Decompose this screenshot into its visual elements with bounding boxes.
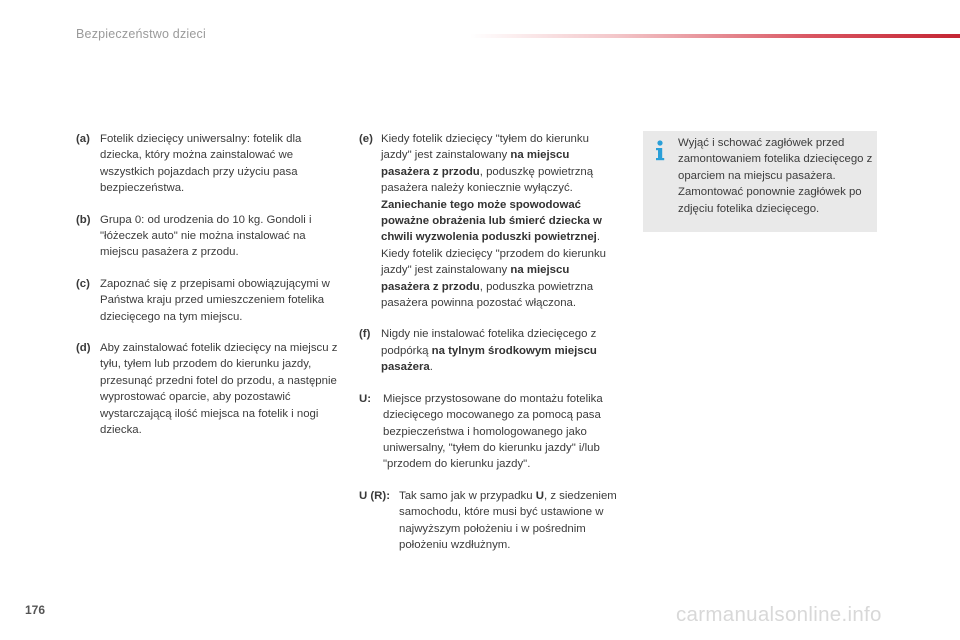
entry-label: (b) <box>76 213 91 226</box>
entry-f <box>359 326 621 375</box>
entry-text <box>381 131 621 311</box>
entry-text <box>381 326 621 375</box>
entry-label: (f) <box>359 328 371 341</box>
bold-run: na miejscu pasażera z przodu <box>381 264 570 293</box>
entry-u <box>359 391 621 473</box>
entry-label: (d) <box>76 342 91 355</box>
entry-e <box>359 131 621 311</box>
entry-c <box>76 276 338 325</box>
text-run: , poduszkę powietrzną pasażera należy koniecznie wyłączyć. <box>381 165 594 195</box>
bold-run: U <box>535 489 544 502</box>
entry-label: U (R): <box>359 489 390 502</box>
text-run: . <box>429 361 433 374</box>
entry-text: Miejsce przystosowane do montażu fotelika dziecięcego mocowanego za pomocą pasa bezpieczeństwa i homologowanego jako uniwersalny, "tyłem do kierunku jazdy" i/lub "przodem do kierunku jazdy". <box>383 392 603 471</box>
text-run: Kiedy fotelik dziecięcy "tyłem do kierunku jazdy" jest zainstalowany <box>381 133 589 162</box>
text-run: , z siedzeniem samochodu, które musi być ustawione w najwyższym położeniu i w pośrednim położeniu wzdłużnym. <box>399 489 617 551</box>
info-icon <box>653 140 667 162</box>
entry-text: Fotelik dziecięcy uniwersalny: fotelik dla dziecka, który można zainstalować we wszystkich pojazdach przy użyciu pasa bezpieczeństwa. <box>100 133 302 195</box>
entry-b <box>76 212 338 261</box>
entry-label: U: <box>359 392 372 405</box>
entry-label: (e) <box>359 133 373 145</box>
middle-column <box>359 131 621 568</box>
entry-a <box>76 131 338 197</box>
entry-text: Aby zainstalować fotelik dziecięcy na miejscu z tyłu, tyłem lub przodem do kierunku jazdy, przesunąć przedni fotel do przodu, a następnie wyprostować oparcie, aby pozostawić wystarczającą ilość miejsca na fotelik i nogi dziecka. <box>100 342 338 437</box>
bold-run: na miejscu pasażera z przodu <box>381 149 570 178</box>
text-run: , poduszka powietrzna pasażera powinna pozostać włączona. <box>381 280 594 310</box>
text-run: Nigdy nie instalować fotelika dziecięcego z podpórką <box>381 328 597 357</box>
page-number: 176 <box>25 603 46 617</box>
text-run: Tak samo jak w przypadku <box>399 489 536 502</box>
left-column <box>76 131 338 454</box>
entry-ur <box>359 488 621 554</box>
info-note-text: Wyjąć i schować zagłówek przed zamontowaniem fotelika dziecięcego z oparciem na miejscu pasażera. Zamontować ponownie zagłówek po zdjęciu fotelika dziecięcego. <box>678 137 873 215</box>
entry-label: (a) <box>76 133 90 145</box>
watermark: carmanualsonline.info <box>676 603 882 626</box>
entry-text: Zapoznać się z przepisami obowiązującymi w Państwa kraju przed umieszczeniem fotelika dziecięcego na tym miejscu. <box>100 277 330 323</box>
entry-label: (c) <box>76 277 90 290</box>
section-title: Bezpieczeństwo dzieci <box>76 27 206 41</box>
bold-run: na tylnym środkowym miejscu pasażera <box>381 344 597 374</box>
bold-warning: Zaniechanie tego może spowodować poważne obrażenia lub śmierć dziecka w chwili wyzwolenia poduszki powietrznej <box>381 198 602 244</box>
text-run: . Kiedy fotelik dziecięcy "przodem do kierunku jazdy" jest zainstalowany <box>381 231 607 277</box>
header-accent-rule <box>470 34 960 38</box>
entry-text: Grupa 0: od urodzenia do 10 kg. Gondoli i "łóżeczek auto" nie można instalować na miejscu pasażera z przodu. <box>100 213 312 259</box>
entry-d <box>76 340 338 438</box>
entry-text <box>399 488 621 554</box>
